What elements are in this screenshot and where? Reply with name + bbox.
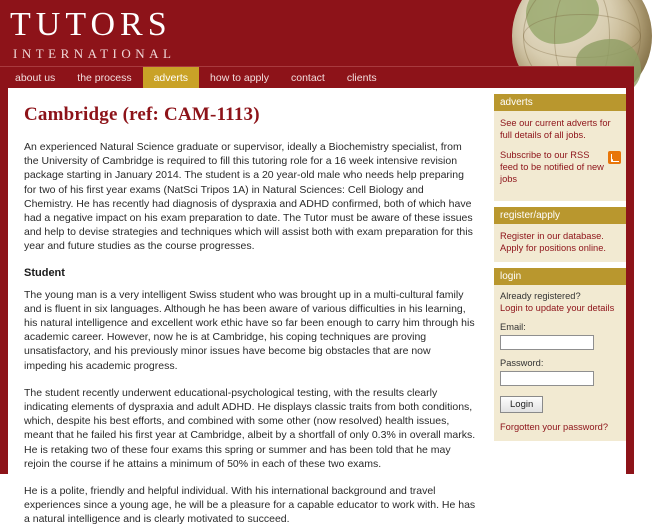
register-apply-link[interactable]: Register in our database. Apply for positions online. — [500, 231, 606, 253]
site-header — [0, 0, 634, 66]
nav-item-about-us[interactable]: about us — [15, 72, 56, 84]
logo-title: TUTORS — [10, 6, 172, 43]
nav-item-clients[interactable]: clients — [346, 72, 377, 84]
panel-body-adverts — [494, 111, 626, 201]
sidebar — [494, 88, 626, 474]
rss-icon[interactable] — [608, 151, 621, 164]
already-registered-text: Already registered? — [500, 291, 581, 301]
login-update-details-link[interactable]: Login to update your details — [500, 303, 615, 313]
email-label: Email: — [500, 322, 526, 332]
panel-heading-register: register/apply — [494, 207, 626, 224]
password-field[interactable] — [500, 371, 594, 386]
main-navigation — [0, 66, 634, 88]
login-button[interactable]: Login — [500, 396, 543, 413]
nav-item-how-to-apply[interactable]: how to apply — [210, 72, 269, 84]
nav-item-the-process[interactable]: the process — [77, 72, 132, 84]
current-adverts-link[interactable]: See our current adverts for full details of all jobs. — [500, 118, 611, 140]
panel-heading-adverts: adverts — [494, 94, 626, 111]
email-field[interactable] — [500, 335, 594, 350]
page-title: Cambridge (ref: CAM-1113) — [24, 104, 260, 125]
article-paragraph: The student recently underwent educational-psychological testing, with the results clearly indicating elements of dyspraxia and adult ADHD. He displays classic traits from both conditions, which, despite his best efforts, and combined with some other (now resolved) health issues, meant that he failed his first year at Cambridge, albeit by a shortfall of only 0.3% in overall marks. He is retaking two of these four exams this spring or summer and has been told that he may rejoin the course if he attains a minimum of 50% in each of these two exams. — [24, 386, 476, 470]
forgot-password-link[interactable]: Forgotten your password? — [500, 422, 609, 432]
article-intro: An experienced Natural Science graduate or supervisor, ideally a Biochemistry specialist, from the University of Cambridge is required to fill this tutoring role for a 16 week intensive revision package starting in January 2014. The student is a 20 year-old male who needs help preparing for two of his first year exams (NatSci Tripos 1A) in Natural Sciences: Cell Biology and Chemistry. He has recently had diagnosis of dyspraxia and ADHD confirmed, both of which have had a negative impact on his exam preparation to date. The Tutor must be aware of these issues and help to devise strategies and techniques which will assist both with exam preparation for this year and future studies as the course progresses. — [24, 141, 473, 253]
sidebar-panel-login — [494, 268, 626, 441]
panel-body-register — [494, 224, 626, 262]
logo-subtitle: INTERNATIONAL — [13, 46, 176, 61]
nav-item-contact[interactable]: contact — [290, 72, 325, 84]
article-paragraph: He is a polite, friendly and helpful individual. With his international background and travel experiences since a young age, he will be a pleasure for a capable educator to work with. He has a natural intelligence and is clearly motivated to succeed. — [24, 485, 476, 526]
article-paragraph: The young man is a very intelligent Swiss student who was brought up in a multi-cultural family and is fluent in six languages. Although he has been aware of various difficulties in his learning, his natural intelligence and excellent work ethic have so far been enough to carry him through his academic career. However, now he is at Cambridge, his coping techniques are proving unsatisfactory, and his previously minor issues have become big obstacles that are now impeding his academic progress. — [24, 288, 475, 372]
rss-subscribe-row — [500, 149, 620, 185]
content-wrapper — [0, 88, 634, 526]
password-label: Password: — [500, 358, 544, 368]
right-border-rail — [626, 88, 634, 474]
left-border-rail — [0, 88, 8, 474]
site-logo[interactable] — [10, 8, 175, 62]
panel-heading-login: login — [494, 268, 626, 285]
rss-subscribe-link[interactable]: Subscribe to our RSS feed to be notified of new jobs — [500, 150, 604, 184]
panel-body-login — [494, 285, 626, 441]
main-article — [8, 88, 494, 526]
section-heading-student: Student — [24, 266, 65, 279]
nav-item-adverts[interactable]: adverts — [143, 67, 199, 88]
sidebar-panel-adverts — [494, 94, 626, 201]
sidebar-panel-register — [494, 207, 626, 262]
